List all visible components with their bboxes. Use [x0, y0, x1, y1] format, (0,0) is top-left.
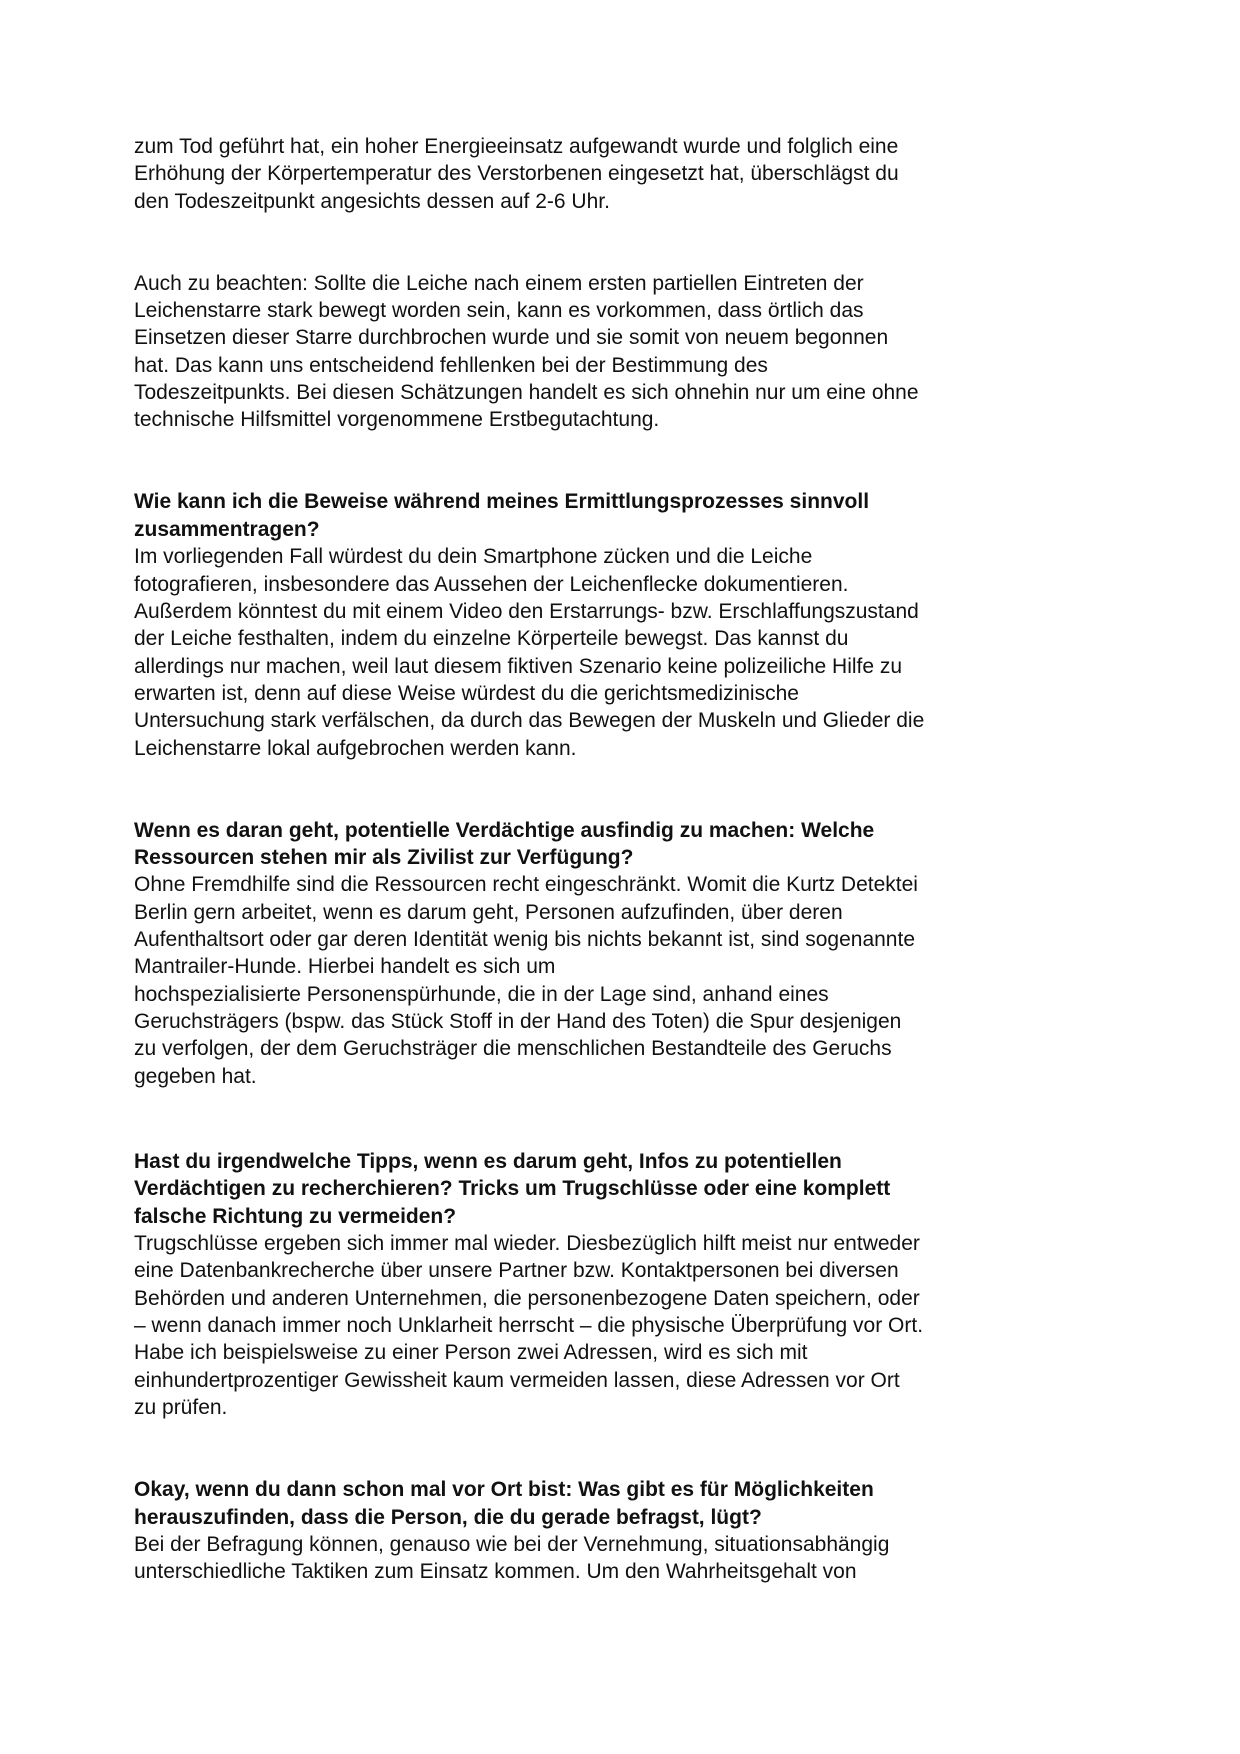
body-text — [134, 1230, 1094, 1421]
heading-line: Verdächtigen zu recherchieren? Tricks um Trugschlüsse oder eine komplett — [134, 1177, 891, 1201]
qa-section — [134, 817, 1094, 1090]
paragraph-spacer — [134, 762, 1094, 817]
qa-section — [134, 488, 1094, 761]
document-page — [134, 133, 1094, 1586]
text-line: technische Hilfsmittel vorgenommene Erstbegutachtung. — [134, 408, 660, 432]
text-line: Im vorliegenden Fall würdest du dein Smartphone zücken und die Leiche — [134, 545, 813, 569]
heading-line: herauszufinden, dass die Person, die du gerade befragst, lügt? — [134, 1505, 762, 1529]
text-line: hat. Das kann uns entscheidend fehllenken bei der Bestimmung des — [134, 353, 768, 377]
text-line: allerdings nur machen, weil laut diesem fiktiven Szenario keine polizeiliche Hilfe zu — [134, 654, 903, 678]
heading-line: Okay, wenn du dann schon mal vor Ort bist: Was gibt es für Möglichkeiten — [134, 1478, 874, 1502]
text-line: Auch zu beachten: Sollte die Leiche nach einem ersten partiellen Eintreten der — [134, 271, 864, 295]
heading-line: falsche Richtung zu vermeiden? — [134, 1204, 457, 1228]
text-line: Berlin gern arbeitet, wenn es darum geht, Personen aufzufinden, über deren — [134, 900, 843, 924]
text-line: erwarten ist, denn auf diese Weise würdest du die gerichtsmedizinische — [134, 681, 799, 705]
text-line: den Todeszeitpunkt angesichts dessen auf 2-6 Uhr. — [134, 189, 610, 213]
text-line: der Leiche festhalten, indem du einzelne Körperteile bewegst. Das kannst du — [134, 627, 849, 651]
text-line: Mantrailer-Hunde. Hierbei handelt es sich um — [134, 955, 556, 979]
text-line: Behörden und anderen Unternehmen, die personenbezogene Daten speichern, oder — [134, 1286, 920, 1310]
paragraph — [134, 133, 1094, 215]
text-line: Geruchsträgers (bspw. das Stück Stoff in der Hand des Toten) die Spur desjenigen — [134, 1010, 902, 1033]
text-line: gegeben hat. — [134, 1064, 257, 1088]
text-line: eine Datenbankrecherche über unsere Partner bzw. Kontaktpersonen bei diversen — [134, 1259, 899, 1283]
text-line: unterschiedliche Taktiken zum Einsatz kommen. Um den Wahrheitsgehalt von — [134, 1560, 857, 1584]
text-line: zu verfolgen, der dem Geruchsträger die menschlichen Bestandteile des Geruchs — [134, 1037, 892, 1061]
text-line: Leichenstarre lokal aufgebrochen werden kann. — [134, 736, 577, 760]
paragraph-spacer — [134, 434, 1094, 489]
paragraph — [134, 270, 1094, 434]
text-line: Untersuchung stark verfälschen, da durch das Bewegen der Muskeln und Glieder die — [134, 709, 925, 733]
text-line: Habe ich beispielsweise zu einer Person zwei Adressen, wird es sich mit — [134, 1341, 808, 1365]
body-text — [134, 133, 1094, 215]
text-line: – wenn danach immer noch Unklarheit herrscht – die physische Überprüfung vor Ort. — [134, 1314, 924, 1338]
qa-section — [134, 1476, 1094, 1585]
heading-line: zusammentragen? — [134, 517, 320, 541]
text-line: Einsetzen dieser Starre durchbrochen wurde und sie somit von neuem begonnen — [134, 326, 889, 350]
question-heading — [134, 1148, 1094, 1230]
text-line: Bei der Befragung können, genauso wie bei der Vernehmung, situationsabhängig — [134, 1532, 890, 1556]
heading-line: Ressourcen stehen mir als Zivilist zur Verfügung? — [134, 845, 634, 869]
text-line: Leichenstarre stark bewegt worden sein, kann es vorkommen, dass örtlich das — [134, 299, 864, 323]
text-line: Außerdem könntest du mit einem Video den Erstarrungs- bzw. Erschlaffungszustand — [134, 599, 919, 623]
text-line: fotografieren, insbesondere das Aussehen der Leichenflecke dokumentieren. — [134, 572, 849, 596]
qa-section — [134, 1148, 1094, 1421]
body-text — [134, 1531, 1094, 1586]
text-line: Trugschlüsse ergeben sich immer mal wieder. Diesbezüglich hilft meist nur entweder — [134, 1232, 920, 1256]
text-line: Aufenthaltsort oder gar deren Identität wenig bis nichts bekannt ist, sind sogenannte — [134, 927, 915, 951]
text-line: hochspezialisierte Personenspürhunde, die in der Lage sind, anhand eines — [134, 982, 829, 1006]
paragraph-spacer — [134, 1090, 1094, 1148]
question-heading — [134, 1476, 1094, 1531]
body-text — [134, 871, 1094, 1090]
paragraph-spacer — [134, 215, 1094, 270]
text-line: Todeszeitpunkts. Bei diesen Schätzungen handelt es sich ohnehin nur um eine ohne — [134, 381, 919, 405]
text-line: Erhöhung der Körpertemperatur des Verstorbenen eingesetzt hat, überschlägst du — [134, 162, 899, 186]
heading-line: Hast du irgendwelche Tipps, wenn es darum geht, Infos zu potentiellen — [134, 1150, 842, 1174]
heading-line: Wie kann ich die Beweise während meines Ermittlungsprozesses sinnvoll — [134, 490, 870, 514]
body-text — [134, 543, 1094, 762]
paragraph-spacer — [134, 1421, 1094, 1476]
text-line: zum Tod geführt hat, ein hoher Energieeinsatz aufgewandt wurde und folglich eine — [134, 135, 899, 158]
text-line: einhundertprozentiger Gewissheit kaum vermeiden lassen, diese Adressen vor Ort — [134, 1368, 900, 1392]
text-line: Ohne Fremdhilfe sind die Ressourcen recht eingeschränkt. Womit die Kurtz Detektei — [134, 873, 918, 897]
question-heading — [134, 817, 1094, 872]
body-text — [134, 270, 1094, 434]
heading-line: Wenn es daran geht, potentielle Verdächtige ausfindig zu machen: Welche — [134, 818, 875, 842]
text-line: zu prüfen. — [134, 1396, 228, 1420]
question-heading — [134, 488, 1094, 543]
